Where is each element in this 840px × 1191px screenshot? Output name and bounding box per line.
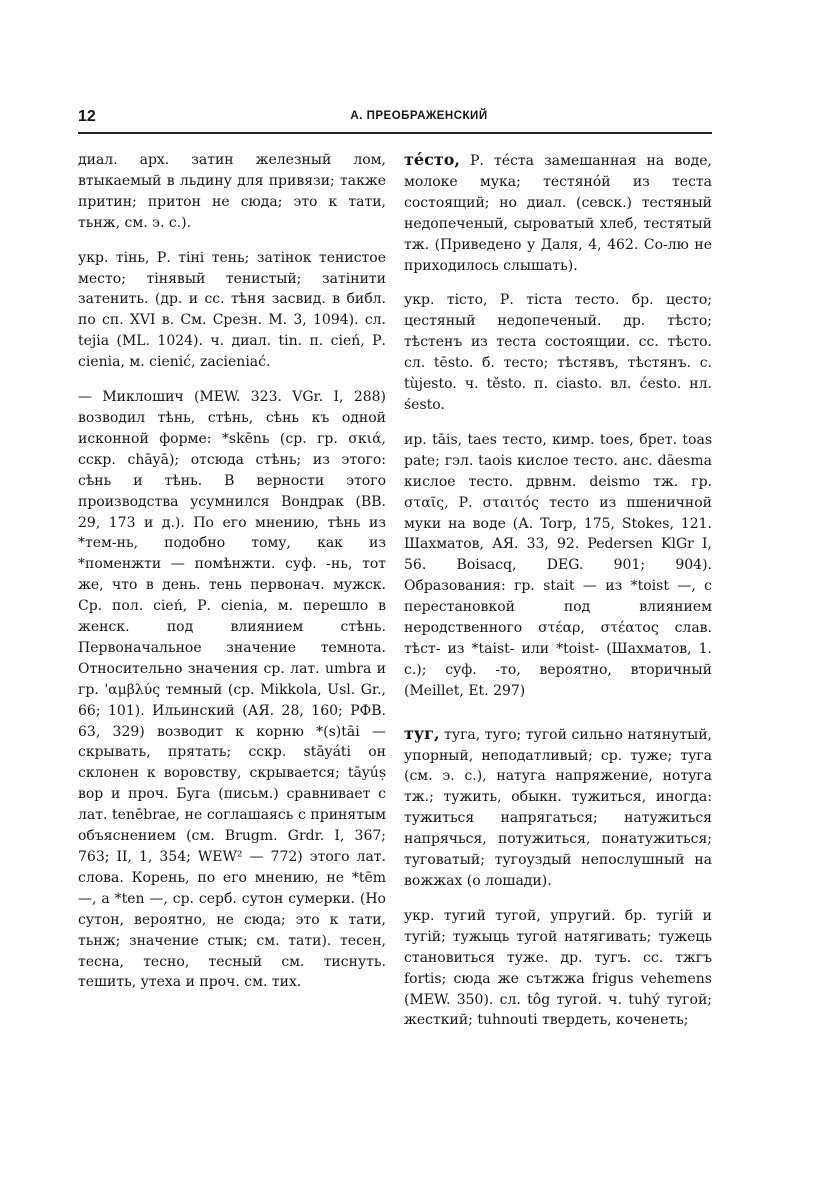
running-head: А. ПРЕОБРАЖЕНСКИЙ (350, 110, 488, 122)
left-paragraph-2: укр. тінь, Р. тіні тень; затінок тенистое место; тінявый тенистый; затінити затенить. (др. и сс. тѣня засвид. в библ. по сп. XVI в. См. Срезн. М. 3, 1094). сл. tejia (ML. 1024). ч. диал. tin. п. cień, Р. cienia, м. cienić, zacieniać. (78, 249, 386, 371)
right-column (404, 150, 712, 1031)
page-number: 12 (78, 108, 96, 125)
page-header (78, 108, 760, 134)
headword-testo: тéсто, (404, 150, 460, 169)
entry-tug-text: туга, туго; тугой сильно натянутый, упорный, неподатливый; ср. туже; туга (см. э. с.), натуга напряжение, нотуга тж.; тужить, обыкн. тужиться, иногда: тужиться напрягаться; натужиться напрячься, потужиться, понатужиться; туговатый; тугоуздый непослушный на вожжах (о лошади). (404, 726, 712, 889)
entry-tug (404, 724, 712, 892)
left-column (78, 150, 386, 993)
left-paragraph-3: — Миклошич (MEW. 323. VGr. I, 288) возводил тѣнь, стѣнь, сѣнь къ одной исконной форме: *skēnь (ср. гр. σκιά, сскр. chāyā); отсюда стѣнь; из этого: сѣнь и тѣнь. В верности этого производства усумнился Вондрак (BB. 29, 173 и д.). По его мнению, тѣнь из *тем-нь, подобно тому, как из *поменжти — помѣнжти. суф. -нь, тот же, что в день. тень первонач. мужск. Ср. пол. cień, Р. cienia, м. перешло в женск. под влиянием стѣнь. Первоначальное значение темнота. Относительно значения ср. лат. umbra и гр. 'αμβλύς темный (ср. Mikkola, Usl. Gr., 66; 101). Ильинский (АЯ. 28, 160; РФВ. 63, 329) возводит к корню *(s)tāi — скрывать, прятать; сскр. stāyáti он склонен к воровству, скрывается; tāyúṣ вор и проч. Буга (письм.) сравнивает с лат. tenēbrae, не соглашаясь с принятым объяснением (см. Brugm. Grdr. I, 367; 763; II, 1, 354; WEW² — 772) этого лат. слова. Корень, по его мнению, не *tēm —, а *ten —, ср. серб. сутон сумерки. (Но сутон, вероятно, не сюда; это к тати, тьнж; значение стык; см. тати). тесен, тесна, тесно, тесный см. тиснуть. тешить, утеха и проч. см. тих. (78, 389, 386, 991)
entry-testo (404, 150, 712, 276)
header-rule (78, 132, 712, 134)
entry-testo-text: Р. тéста замешанная на воде, молоке мука; тестянóй из теста состоящий; но диал. (севск.) тестяный недопеченый, сыроватый хлеб, тестятый тж. (Приведено у Даля, 4, 462. Со-лю не приходилось слышать). (404, 153, 712, 274)
left-paragraph-1: диал. арх. затин железный лом, втыкаемый в льдину для привязи; также притин; притон не сюда; это к тати, тьнж, см. э. с.). (78, 152, 386, 231)
headword-tug: туг, (404, 723, 440, 743)
entry-testo-ukr: укр. тісто, Р. тіста тесто. бр. цесто; цестяный недопеченый. др. тѣсто; тѣстенъ из теста состоящии. сс. тѣсто. сл. tēsto. б. тесто; тѣстявъ, тѣстянъ. с. tùjesto. ч. těsto. п. ciasto. вл. ćesto. нл. śesto. (404, 292, 712, 413)
entry-testo-etym: ир. tāis, taes тесто, кимр. toes, брет. toas pate; гэл. taois кислое тесто. анс. dāesma кислое тесто. дрвнм. deismo тж. гр. σταῖς, Р. σταιτός тесто из пшеничной муки на воде (А. Torp, 175, Stokes, 121. Шахматов, АЯ. 33, 92. Pedersen KlGr I, 56. Boisacq, DEG. 901; 904). Образования: гр. stait — из *toist —, с перестановкой под влиянием неродственного στέαρ, στέατος слав. тѣст- из *taist- или *toist- (Шахматов, 1. с.); суф. -то, вероятно, вторичный (Meillet, Et. 297) (404, 431, 712, 699)
entry-tug-ukr: укр. тугий тугой, упругий. бр. тугій и тугій; тужыць тугой натягивать; тужець становиться туже. др. тугъ. сс. тжгъ fortis; сюда же сътжжа frigus vehemens (MEW. 350). сл. tôg тугой. ч. tuhý тугой; жесткий; tuhnouti твердеть, коченеть; (404, 907, 712, 1029)
